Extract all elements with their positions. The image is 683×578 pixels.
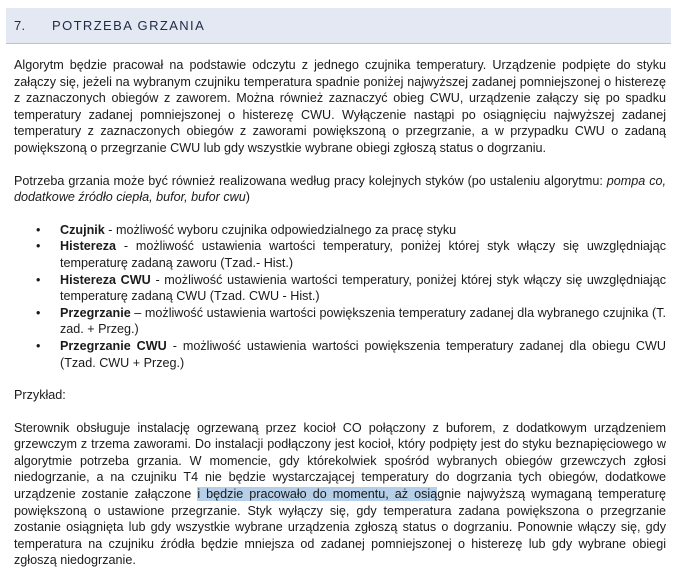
paragraph-contacts-text: Potrzeba grzania może być również realizowana według pracy kolejnych styków (po ustaleniu algorytmu: [14,173,607,188]
list-item-przegrzanie [14,305,666,338]
paragraph-contacts-suffix: ) [245,190,250,205]
list-item-histereza-cwu [14,272,666,305]
list-item-przegrzanie-cwu [14,338,666,371]
list-item-text: - możliwość ustawienia wartości temperatury, poniżej której styk włączy się uwzględniając temperaturę zadaną zaworu (Tzad.- Hist.) [60,239,666,270]
list-item-czujnik [14,222,666,239]
list-item-term: Histereza CWU [60,272,151,287]
paragraph-example[interactable] [14,420,666,569]
section-header [6,8,671,44]
paragraph-algorithm: Algorytm będzie pracował na podstawie odczytu z jednego czujnika temperatury. Urządzenie podpięte do styku załączy się, jeżeli na wybranym czujniku temperatura spadnie poniżej najwyższej zadanej pomniejszonej o histerezę z zaznaczonych obiegów z zaworem. Można również zaznaczyć obieg CWU, urządzenie załączy się po spadku temperatury zadanej pomniejszonej o histerezę CWU. Wyłączenie nastąpi po osiągnięciu najwyższej zadanej temperatury z zaznaczonych obiegów z zaworami powiększoną o przegrzanie, a w przypadku CWU o zadaną powiększoną o przegrzanie CWU lub gdy wszystkie wybrane obiegi zgłoszą status o dogrzaniu. [14,58,666,155]
list-item-text: - możliwość wyboru czujnika odpowiedzialnego za pracę styku [104,222,457,237]
list-item-text: - możliwość ustawienia wartości temperatury, poniżej której styk włączy się uwzględniając temperaturę zadaną CWU (Tzad. CWU - Hist.) [60,272,667,304]
paragraph-example-after: gnie najwyższą wymaganą temperaturę powiększoną o ustawione przegrzanie. Styk wyłączy się, gdy temperatura zadana powiększona o przegrzanie zostanie osiągnięta lub gdy wszystkie wybrane urządzenia zgłoszą status o dogrzaniu. Ponownie włączy się, gdy temperatura na czujniku źródła będzie mniejsza od zadanej pomniejszonej o histerezę lub gdy wybrane obiegi zgłoszą niedogrzanie. [14,487,666,568]
list-item-histereza [14,238,666,271]
list-item-term: Przegrzanie CWU [60,338,167,353]
list-item-term: Histereza [60,239,117,254]
list-item-text: - możliwość ustawienia wartości powiększenia temperatury zadanej dla obiegu CWU (Tzad. CWU + Przeg.) [60,338,666,370]
paragraph-contacts [14,173,666,206]
paragraph-example-before: Sterownik obsługuje instalację ogrzewaną przez kocioł CO połączony z buforem, z dodatkowym urządzeniem grzewczym z trzema zaworami. Do instalacji podłączony jest kocioł, który podpięty jest do styku beznapięciowego w algorytmie potrzeba grzania. W momencie, gdy którekolwiek spośród wybranych obiegów grzewczych zgłosi niedogrzanie, a na czujniku T4 nie będzie wystarczającej temperatury do dogrzania tych obiegów, dodatkowe urządzenie zostanie załączone [14,420,666,502]
paragraph-contacts-italic: pompa co, dodatkowe źródło ciepła, bufor, bufor cwu [14,173,666,205]
list-item-term: Czujnik [60,222,105,237]
section-title: POTRZEBA GRZANIA [52,18,206,33]
parameter-list [14,222,666,371]
example-label: Przykład: [14,388,66,403]
section-number: 7. [14,18,26,33]
list-item-text: – możliwość ustawienia wartości powiększenia temperatury zadanej dla wybranego czujnika (T. zad. + Przeg.) [60,305,666,337]
text-selection[interactable]: i będzie pracowało do momentu, aż osią [197,487,438,502]
list-item-term: Przegrzanie [60,305,131,320]
section-content [14,57,666,569]
